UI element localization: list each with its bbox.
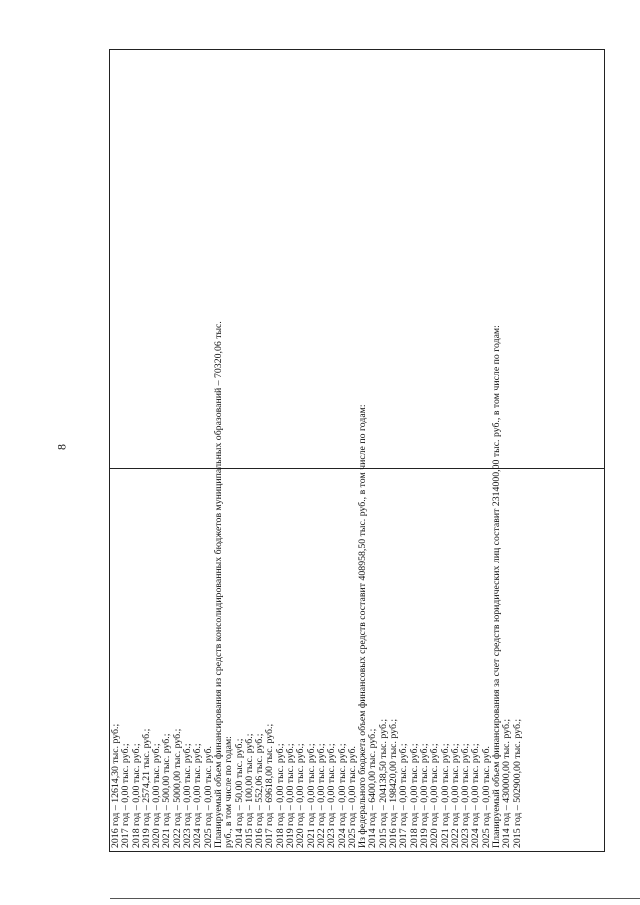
- text-line: 2025 год – 0,00 тыс. руб.: [346, 746, 358, 848]
- table-text-cell: [110, 321, 603, 850]
- text-line: 2024 год – 0,00 тыс. руб.;: [192, 743, 204, 848]
- text-line: 2024 год – 0,00 тыс. руб.;: [470, 743, 482, 848]
- text-line: 2021 год – 0,00 тыс. руб.;: [439, 743, 451, 848]
- text-line: 2022 год – 5000,00 тыс. руб.;: [171, 728, 183, 848]
- text-line: 2022 год – 0,00 тыс. руб.;: [315, 743, 327, 848]
- text-line: 2014 год – 6400,00 тыс. руб.;: [367, 728, 379, 848]
- text-line: 2023 год – 0,00 тыс. руб.;: [460, 743, 472, 848]
- text-line: 2015 год – 204138,50 тыс. руб.;: [377, 718, 389, 848]
- text-line: 2023 год – 0,00 тыс. руб.;: [326, 743, 338, 848]
- text-line: Планируемый объем финансирования из средств консолидированных бюджетов муниципальных образований – 70320,06 тыс.: [212, 321, 224, 848]
- text-line: 2020 год – 0,00 тыс. руб.;: [295, 743, 307, 848]
- text-line: 2019 год – 0,00 тыс. руб.;: [418, 743, 430, 848]
- text-line: Планируемый объем финансирования за счет средств юридических лиц составит 2314000,00 тыс. руб., в том числе по годам:: [490, 325, 502, 848]
- text-line: 2015 год – 100,00 тыс. руб.;: [243, 733, 255, 848]
- text-line: 2018 год – 0,00 тыс. руб.;: [130, 743, 142, 848]
- text-line: 2017 год – 0,00 тыс. руб.;: [398, 743, 410, 848]
- text-line: 2024 год – 0,00 тыс. руб.;: [336, 743, 348, 848]
- text-line: 2025 год – 0,00 тыс. руб.: [480, 746, 492, 848]
- text-line: 2015 год – 502900,00 тыс. руб.;: [511, 718, 523, 848]
- page-number: [54, 443, 69, 451]
- text-line: 2019 год – 0,00 тыс. руб.;: [285, 743, 297, 848]
- financing-text: [110, 321, 603, 850]
- text-line: 2025 год – 0,00 тыс. руб.: [202, 746, 214, 848]
- text-line: 2016 год – 198420,00 тыс. руб.;: [388, 718, 400, 848]
- text-line: 2017 год – 69618,00 тыс. руб.;: [264, 723, 276, 848]
- text-line: 2021 год – 0,00 тыс. руб.;: [305, 743, 317, 848]
- text-line: 2016 год – 552,06 тыс. руб.;: [254, 733, 266, 848]
- text-line: 2020 год – 0,00 тыс. руб.;: [151, 743, 163, 848]
- text-line: руб., в том числе по годам:: [223, 736, 235, 848]
- text-line: 2014 год – 430000,00 тыс. руб.;: [501, 718, 513, 848]
- text-line: 2019 год – 2574,21 тыс. руб.;: [140, 728, 152, 848]
- text-line: 2023 год – 0,00 тыс. руб.;: [182, 743, 194, 848]
- text-line: 2017 год – 0,00 тыс. руб.;: [120, 743, 132, 848]
- text-line: 2014 год – 50,00 тыс. руб.;: [233, 738, 245, 848]
- text-line: 2018 год – 0,00 тыс. руб.;: [274, 743, 286, 848]
- page-number-text: 8: [54, 444, 69, 450]
- text-line: 2020 год – 0,00 тыс. руб.;: [429, 743, 441, 848]
- text-line: 2018 год – 0,00 тыс. руб.;: [408, 743, 420, 848]
- text-line: 2021 год – 500,00 тыс. руб.;: [161, 733, 173, 848]
- scan-edge-line: [110, 898, 640, 899]
- text-line: 2022 год – 0,00 тыс. руб.;: [449, 743, 461, 848]
- text-line: 2016 год – 12614,30 тыс. руб.;: [110, 723, 121, 848]
- text-line: Из федерального бюджета объем финансовых средств составит 408958,50 тыс. руб., в том числе по годам:: [357, 404, 369, 848]
